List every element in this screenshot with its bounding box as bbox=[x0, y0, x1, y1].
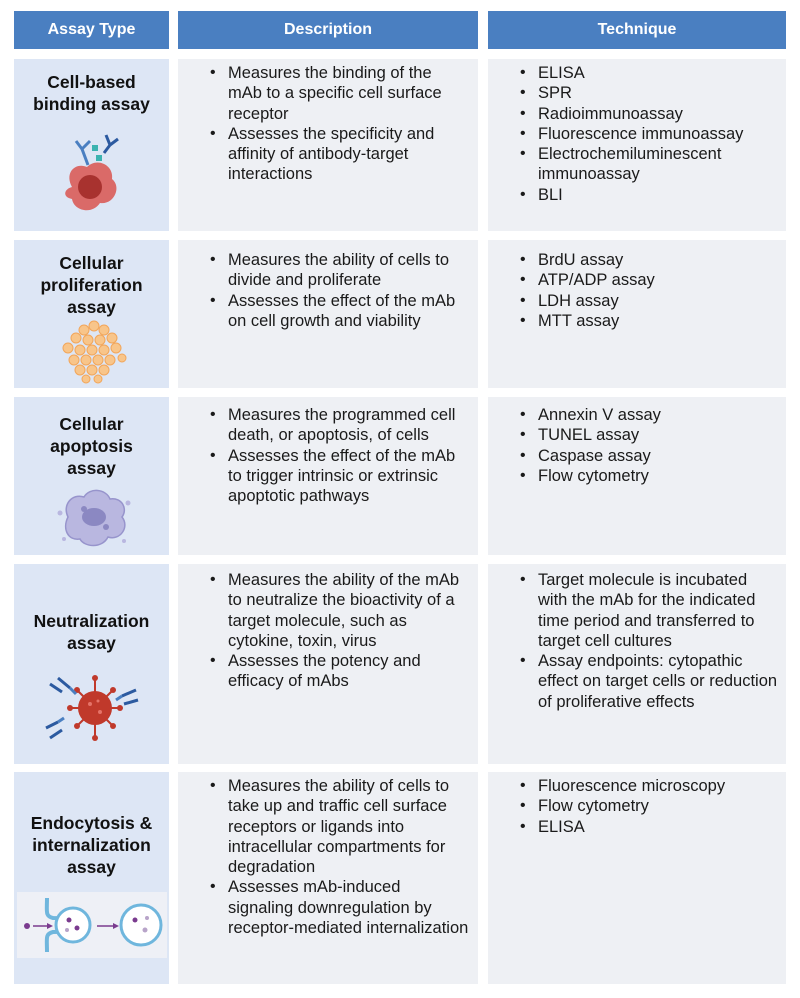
row-endocytosis-type bbox=[14, 772, 169, 984]
row-binding-title bbox=[14, 71, 169, 115]
title-line: Endocytosis & bbox=[30, 813, 153, 833]
title-line: internalization bbox=[32, 835, 151, 855]
description-list bbox=[206, 776, 470, 938]
antibody-binding-cell-icon bbox=[42, 127, 142, 227]
row-binding-technique bbox=[488, 59, 786, 231]
technique-item: • ELISA bbox=[516, 63, 778, 83]
description-item: • Measures the ability of cells to divide and proliferate bbox=[206, 250, 470, 291]
description-list bbox=[206, 570, 470, 692]
row-neutralization-type bbox=[14, 564, 169, 764]
description-item: • Assesses the potency and efficacy of mAbs bbox=[206, 651, 470, 692]
title-line: Cellular bbox=[59, 253, 124, 273]
row-proliferation-type bbox=[14, 240, 169, 388]
row-binding-description bbox=[178, 59, 478, 231]
description-item: • Measures the ability of the mAb to neutralize the bioactivity of a target molecule, such as cytokine, toxin, virus bbox=[206, 570, 470, 651]
technique-item: • BLI bbox=[516, 185, 778, 205]
description-item: • Assesses the effect of the mAb on cell growth and viability bbox=[206, 291, 470, 332]
title-line: Cellular bbox=[59, 414, 124, 434]
row-neutralization-description bbox=[178, 564, 478, 764]
technique-item: • ELISA bbox=[516, 817, 778, 837]
technique-item: • Flow cytometry bbox=[516, 466, 778, 486]
virus-neutralization-icon bbox=[40, 668, 150, 748]
title-line: proliferation bbox=[40, 275, 143, 295]
title-line: assay bbox=[67, 297, 116, 317]
row-endocytosis-title bbox=[14, 812, 169, 878]
row-endocytosis-description bbox=[178, 772, 478, 984]
description-list bbox=[206, 250, 470, 331]
header-technique: Technique bbox=[488, 11, 786, 49]
apoptotic-cell-icon bbox=[54, 483, 134, 553]
title-line: assay bbox=[67, 458, 116, 478]
technique-item: • Fluorescence immunoassay bbox=[516, 124, 778, 144]
description-item: • Assesses the effect of the mAb to trigger intrinsic or extrinsic apoptotic pathways bbox=[206, 446, 470, 507]
row-apoptosis-technique bbox=[488, 397, 786, 555]
technique-list bbox=[516, 250, 778, 331]
technique-item: • Caspase assay bbox=[516, 446, 778, 466]
description-item: • Measures the binding of the mAb to a specific cell surface receptor bbox=[206, 63, 470, 124]
description-list bbox=[206, 405, 470, 506]
title-line: assay bbox=[67, 857, 116, 877]
proliferating-cells-icon bbox=[54, 316, 134, 388]
technique-list bbox=[516, 570, 778, 712]
description-item: • Measures the programmed cell death, or apoptosis, of cells bbox=[206, 405, 470, 446]
row-binding-type bbox=[14, 59, 169, 231]
row-apoptosis-description bbox=[178, 397, 478, 555]
technique-item: • Target molecule is incubated with the mAb for the indicated time period and transferred to target cell cultures bbox=[516, 570, 778, 651]
title-line: Neutralization bbox=[33, 611, 150, 631]
row-proliferation-title bbox=[14, 252, 169, 318]
title-line: apoptosis bbox=[50, 436, 133, 456]
title-line: binding assay bbox=[33, 94, 150, 114]
technique-item: • ATP/ADP assay bbox=[516, 270, 778, 290]
description-item: • Assesses mAb-induced signaling downregulation by receptor-mediated internalization bbox=[206, 877, 470, 938]
technique-list bbox=[516, 405, 778, 486]
technique-item: • MTT assay bbox=[516, 311, 778, 331]
technique-item: • SPR bbox=[516, 83, 778, 103]
description-item: • Assesses the specificity and affinity of antibody-target interactions bbox=[206, 124, 470, 185]
row-apoptosis-title bbox=[14, 413, 169, 479]
technique-item: • Fluorescence microscopy bbox=[516, 776, 778, 796]
row-proliferation-description bbox=[178, 240, 478, 388]
technique-item: • Flow cytometry bbox=[516, 796, 778, 816]
row-endocytosis-technique bbox=[488, 772, 786, 984]
technique-item: • Annexin V assay bbox=[516, 405, 778, 425]
technique-list bbox=[516, 776, 778, 837]
technique-item: • Assay endpoints: cytopathic effect on target cells or reduction of proliferative effects bbox=[516, 651, 778, 712]
row-apoptosis-type bbox=[14, 397, 169, 555]
header-description: Description bbox=[178, 11, 478, 49]
technique-item: • Electrochemiluminescent immunoassay bbox=[516, 144, 778, 185]
endocytosis-vesicle-icon bbox=[17, 892, 167, 958]
technique-item: • Radioimmunoassay bbox=[516, 104, 778, 124]
row-neutralization-title bbox=[14, 610, 169, 654]
header-assay-type: Assay Type bbox=[14, 11, 169, 49]
row-neutralization-technique bbox=[488, 564, 786, 764]
technique-item: • LDH assay bbox=[516, 291, 778, 311]
technique-item: • TUNEL assay bbox=[516, 425, 778, 445]
description-list bbox=[206, 63, 470, 185]
title-line: Cell-based bbox=[47, 72, 136, 92]
description-item: • Measures the ability of cells to take up and traffic cell surface receptors or ligands into intracellular compartments for degradation bbox=[206, 776, 470, 877]
technique-item: • BrdU assay bbox=[516, 250, 778, 270]
row-proliferation-technique bbox=[488, 240, 786, 388]
technique-list bbox=[516, 63, 778, 205]
title-line: assay bbox=[67, 633, 116, 653]
